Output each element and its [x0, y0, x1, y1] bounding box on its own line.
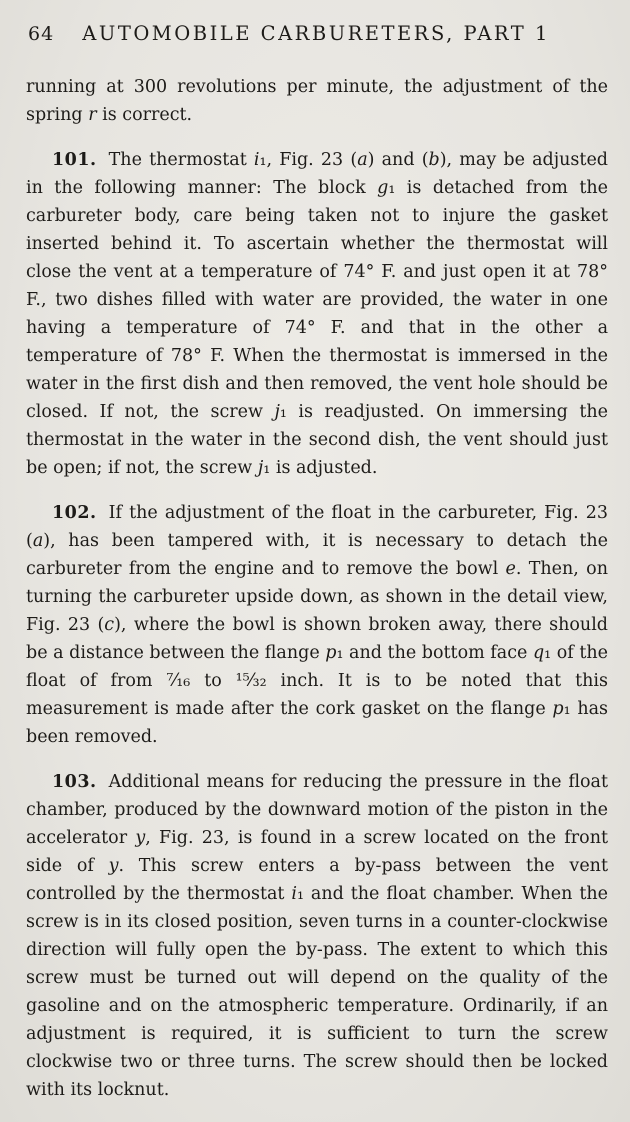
paragraph-number: 103.: [52, 772, 97, 793]
paragraph-102: [26, 499, 608, 751]
paragraph-number: 101.: [52, 150, 97, 171]
paragraph-text: Additional means for reducing the pressure in the float chamber, produced by the downward motion of the piston in the accelerator y, Fig. 23, is found in a screw located on the front side of y. This screw enters a by-pass between the vent controlled by the thermostat i₁ and the float chamber. When the screw is in its closed position, seven turns in a counter-clockwise direction will fully open the by-pass. The extent to which this screw must be turned out will depend on the quality of the gasoline and on the atmospheric temperature. Ordinarily, if an adjustment is required, it is sufficient to turn the screw clockwise two or three turns. The screw should then be locked with its locknut.: [26, 772, 608, 1101]
paragraph-text: If the adjustment of the float in the carbureter, Fig. 23 (a), has been tampered with, it is necessary to detach the carbureter from the engine and to remove the bowl e. Then, on turning the carbureter upside down, as shown in the detail view, Fig. 23 (c), where the bowl is shown broken away, there should be a distance between the flange p₁ and the bottom face q₁ of the float of from ⁷⁄₁₆ to ¹⁵⁄₃₂ inch. It is to be noted that this measurement is made after the cork gasket on the flange p₁ has been removed.: [26, 503, 609, 748]
paragraph-text: The thermostat i₁, Fig. 23 (a) and (b), may be adjusted in the following manner: The block g₁ is detached from the carbureter body, care being taken not to injure the gasket inserted behind it. To ascertain whether the thermostat will close the vent at a temperature of 74° F. and just open it at 78° F., two dishes filled with water are provided, the water in one having a temperature of 74° F. and that in the other a temperature of 78° F. When the thermostat is immersed in the water in the first dish and then removed, the vent hole should be closed. If not, the screw j₁ is readjusted. On immersing the thermostat in the water in the second dish, the vent should just be open; if not, the screw j₁ is adjusted.: [26, 150, 608, 479]
paragraph-103: [26, 768, 608, 1104]
paragraph-101: [26, 146, 608, 482]
paragraph-text: running at 300 revolutions per minute, the adjustment of the spring r is correct.: [26, 77, 608, 126]
paragraph-number: 102.: [52, 503, 97, 524]
page-header: [28, 18, 608, 49]
page-number: 64: [28, 23, 55, 45]
paragraph-continuation: [26, 73, 608, 129]
running-title: AUTOMOBILE CARBURETERS, PART 1: [82, 22, 550, 45]
